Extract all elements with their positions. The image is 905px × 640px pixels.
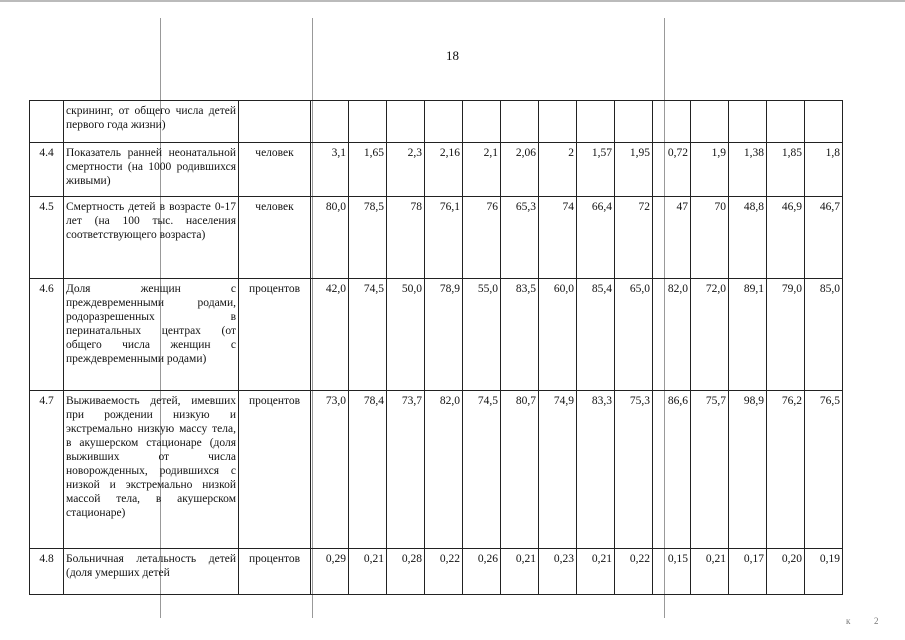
value-cell: 0,22 — [425, 549, 463, 595]
value-cell: 0,26 — [463, 549, 501, 595]
value-cell: 73,7 — [387, 391, 425, 549]
value-cell — [691, 101, 729, 143]
unit-cell: процентов — [239, 549, 311, 595]
value-cell — [729, 101, 767, 143]
value-cell: 86,6 — [653, 391, 691, 549]
value-cell: 0,28 — [387, 549, 425, 595]
value-cell: 79,0 — [767, 279, 805, 391]
table-row — [30, 279, 843, 391]
unit-cell: человек — [239, 197, 311, 279]
value-cell: 76 — [463, 197, 501, 279]
value-cell: 0,21 — [501, 549, 539, 595]
table-row — [30, 549, 843, 595]
value-cell: 0,19 — [805, 549, 843, 595]
value-cell — [577, 101, 615, 143]
value-cell: 78 — [387, 197, 425, 279]
value-cell: 3,1 — [311, 143, 349, 197]
value-cell: 0,21 — [691, 549, 729, 595]
value-cell: 0,72 — [653, 143, 691, 197]
value-cell — [349, 101, 387, 143]
value-cell: 98,9 — [729, 391, 767, 549]
row-index — [30, 101, 64, 143]
corner-mark-right: 2 — [874, 616, 879, 626]
value-cell: 76,5 — [805, 391, 843, 549]
value-cell — [501, 101, 539, 143]
page-number: 18 — [446, 48, 459, 63]
value-cell: 78,9 — [425, 279, 463, 391]
unit-cell: человек — [239, 143, 311, 197]
table-row — [30, 101, 843, 143]
value-cell: 42,0 — [311, 279, 349, 391]
row-index: 4.4 — [30, 143, 64, 197]
value-cell: 0,23 — [539, 549, 577, 595]
indicator-name: скрининг, от общего числа детей первого года жизни) — [64, 101, 239, 143]
indicator-name: Доля женщин с преждевременными родами, родоразрешенных в перинатальных центрах (от общего числа женщин с преждевременными родами) — [64, 279, 239, 391]
value-cell: 80,0 — [311, 197, 349, 279]
value-cell: 0,29 — [311, 549, 349, 595]
value-cell: 2,1 — [463, 143, 501, 197]
value-cell: 1,95 — [615, 143, 653, 197]
value-cell: 65,3 — [501, 197, 539, 279]
value-cell: 0,15 — [653, 549, 691, 595]
value-cell: 1,57 — [577, 143, 615, 197]
value-cell: 2,3 — [387, 143, 425, 197]
unit-cell: процентов — [239, 279, 311, 391]
value-cell: 76,2 — [767, 391, 805, 549]
value-cell: 75,3 — [615, 391, 653, 549]
row-index: 4.8 — [30, 549, 64, 595]
value-cell: 72 — [615, 197, 653, 279]
value-cell: 2,06 — [501, 143, 539, 197]
value-cell: 66,4 — [577, 197, 615, 279]
value-cell: 1,65 — [349, 143, 387, 197]
value-cell: 82,0 — [653, 279, 691, 391]
value-cell: 0,22 — [615, 549, 653, 595]
value-cell: 46,7 — [805, 197, 843, 279]
value-cell: 82,0 — [425, 391, 463, 549]
value-cell: 50,0 — [387, 279, 425, 391]
value-cell — [653, 101, 691, 143]
value-cell: 78,5 — [349, 197, 387, 279]
value-cell: 1,8 — [805, 143, 843, 197]
value-cell: 47 — [653, 197, 691, 279]
value-cell — [463, 101, 501, 143]
value-cell: 1,9 — [691, 143, 729, 197]
value-cell: 74,9 — [539, 391, 577, 549]
row-index: 4.6 — [30, 279, 64, 391]
table-row — [30, 391, 843, 549]
value-cell: 65,0 — [615, 279, 653, 391]
indicator-name: Выживаемость детей, имевших при рождении низкую и экстремально низкую массу тела, в акушерском стационаре (доля выживших от числа новорожденных, родившихся с низкой и экстремально низкой массой тела, в акушерском стационаре) — [64, 391, 239, 549]
value-cell: 89,1 — [729, 279, 767, 391]
row-index: 4.7 — [30, 391, 64, 549]
value-cell — [311, 101, 349, 143]
value-cell: 74 — [539, 197, 577, 279]
table-row — [30, 143, 843, 197]
value-cell: 76,1 — [425, 197, 463, 279]
row-index: 4.5 — [30, 197, 64, 279]
value-cell — [425, 101, 463, 143]
value-cell: 55,0 — [463, 279, 501, 391]
value-cell: 74,5 — [349, 279, 387, 391]
value-cell: 2,16 — [425, 143, 463, 197]
value-cell: 73,0 — [311, 391, 349, 549]
value-cell: 46,9 — [767, 197, 805, 279]
value-cell: 0,17 — [729, 549, 767, 595]
value-cell: 80,7 — [501, 391, 539, 549]
corner-mark-left: к — [846, 616, 851, 626]
value-cell: 1,38 — [729, 143, 767, 197]
value-cell: 0,20 — [767, 549, 805, 595]
indicator-name: Показатель ранней неонатальной смертности (на 1000 родившихся живыми) — [64, 143, 239, 197]
value-cell: 78,4 — [349, 391, 387, 549]
value-cell: 85,4 — [577, 279, 615, 391]
page-top-edge — [0, 0, 905, 2]
value-cell: 1,85 — [767, 143, 805, 197]
value-cell: 0,21 — [349, 549, 387, 595]
value-cell: 2 — [539, 143, 577, 197]
value-cell: 72,0 — [691, 279, 729, 391]
table-row — [30, 197, 843, 279]
value-cell: 83,3 — [577, 391, 615, 549]
unit-cell — [239, 101, 311, 143]
unit-cell: процентов — [239, 391, 311, 549]
value-cell: 75,7 — [691, 391, 729, 549]
indicator-table — [29, 100, 843, 595]
value-cell — [805, 101, 843, 143]
value-cell: 74,5 — [463, 391, 501, 549]
value-cell: 85,0 — [805, 279, 843, 391]
value-cell — [387, 101, 425, 143]
indicator-name: Больничная летальность детей (доля умерших детей — [64, 549, 239, 595]
value-cell — [767, 101, 805, 143]
value-cell: 70 — [691, 197, 729, 279]
value-cell: 48,8 — [729, 197, 767, 279]
value-cell: 0,21 — [577, 549, 615, 595]
value-cell: 60,0 — [539, 279, 577, 391]
value-cell — [539, 101, 577, 143]
value-cell: 83,5 — [501, 279, 539, 391]
value-cell — [615, 101, 653, 143]
indicator-name: Смертность детей в возрасте 0-17 лет (на 100 тыс. населения соответствующего возраста) — [64, 197, 239, 279]
